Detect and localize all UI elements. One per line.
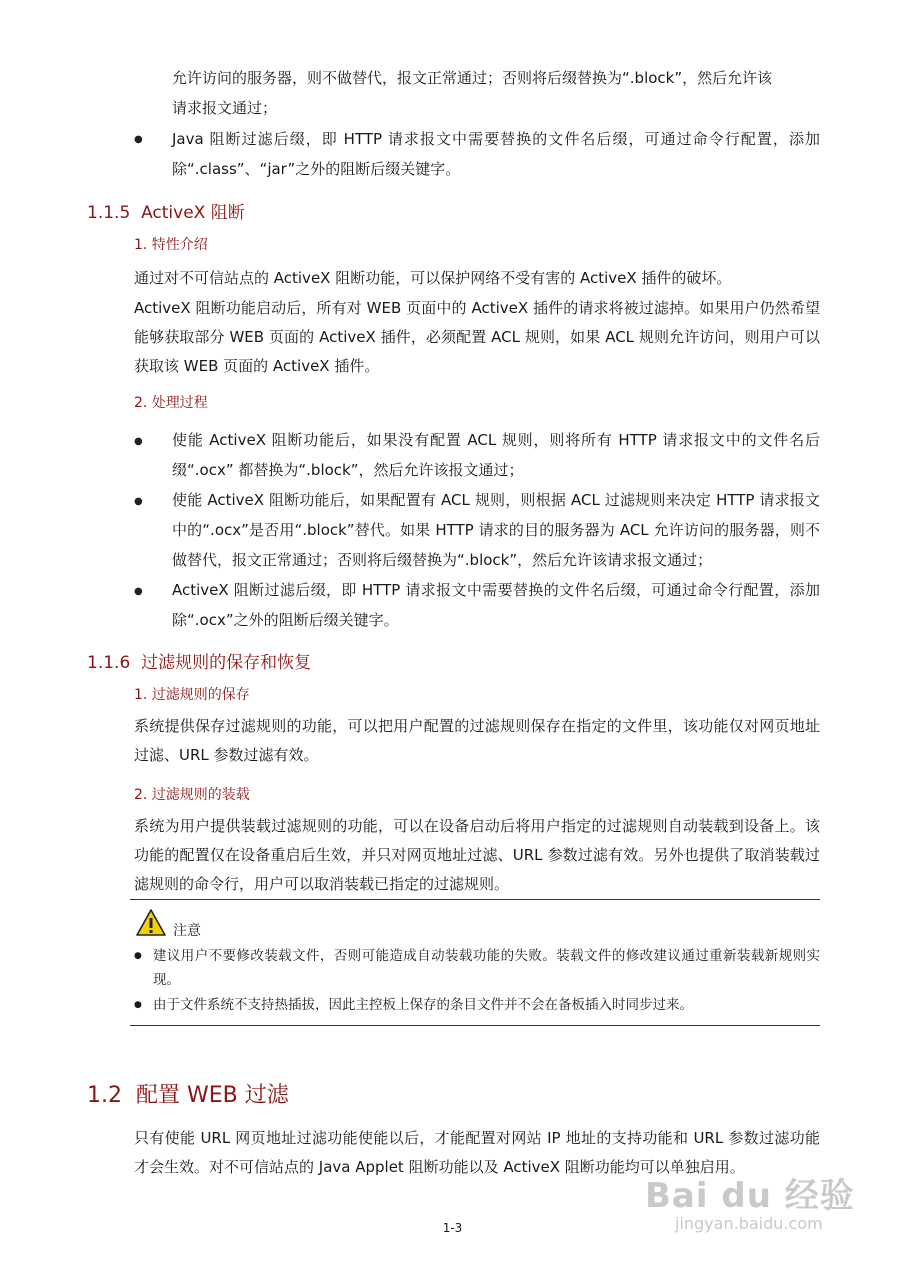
bullet-dot: ● — [134, 1000, 142, 1010]
list-item: ActiveX 阻断过滤后缀，即 HTTP 请求报文中需要替换的文件名后缀，可通过命令行配置，添加除“.ocx”之外的阻断后缀关键字。 — [172, 581, 820, 629]
section-heading-1-1-6 — [87, 648, 311, 673]
note-bottom-rule — [130, 1025, 820, 1026]
note-top-rule — [130, 899, 820, 900]
section-title: 过滤规则的保存和恢复 — [141, 653, 312, 673]
bullet-dot: ● — [134, 436, 143, 447]
paragraph: 只有使能 URL 网页地址过滤功能使能以后，才能配置对网站 IP 地址的支持功能和 URL 参数过滤功能才会生效。对不可信站点的 Java Applet 阻断功能以及 ActiveX 阻断功能均可以单独启用。 — [134, 1129, 820, 1176]
continued-text-line: 允许访问的服务器，则不做替代，报文正常通过；否则将后缀替换为“.block”，然后允许该 — [172, 69, 773, 87]
section-number: 1.1.5 — [87, 203, 131, 223]
bullet-dot: ● — [134, 586, 143, 597]
subheading-feature-intro: 1. 特性介绍 — [134, 237, 208, 253]
bullet-dot: ● — [134, 496, 143, 507]
warning-icon — [135, 908, 167, 937]
page-number: 1-3 — [442, 1221, 463, 1235]
section-title: 配置 WEB 过滤 — [136, 1083, 289, 1108]
note-item: 由于文件系统不支持热插拔，因此主控板上保存的条目文件并不会在备板插入时同步过来。 — [153, 997, 693, 1013]
subheading-load: 2. 过滤规则的装载 — [134, 787, 250, 803]
note-item: 建议用户不要修改装载文件，否则可能造成自动装载功能的失败。装载文件的修改建议通过重新装载新规则实现。 — [153, 948, 820, 988]
section-heading-1-2 — [87, 1078, 289, 1109]
section-number: 1.1.6 — [87, 653, 131, 673]
section-heading-1-1-5 — [87, 198, 245, 223]
subheading-save: 1. 过滤规则的保存 — [134, 687, 250, 703]
paragraph: 系统提供保存过滤规则的功能，可以把用户配置的过滤规则保存在指定的文件里，该功能仅对网页地址过滤、URL 参数过滤有效。 — [134, 717, 820, 764]
watermark-url: jingyan.baidu.com — [675, 1214, 823, 1233]
note-title: 注意 — [173, 923, 201, 939]
list-item: 使能 ActiveX 阻断功能后，如果配置有 ACL 规则，则根据 ACL 过滤规则来决定 HTTP 请求报文中的“.ocx”是否用“.block”替代。如果 HTTP 请求的目的服务器为 ACL 允许访问的服务器，则不做替代，报文正常通过；否则将后缀替换为“.block”，然后允许该请求报文通过； — [172, 491, 820, 569]
java-bullet-text: Java 阻断过滤后缀，即 HTTP 请求报文中需要替换的文件名后缀，可通过命令行配置，添加除“.class”、“jar”之外的阻断后缀关键字。 — [172, 130, 820, 178]
bullet-dot: ● — [134, 951, 142, 961]
paragraph: ActiveX 阻断功能启动后，所有对 WEB 页面中的 ActiveX 插件的请求将被过滤掉。如果用户仍然希望能够获取部分 WEB 页面的 ActiveX 插件，必须配置 ACL 规则，如果 ACL 规则允许访问，则用户可以获取该 WEB 页面的 ActiveX 插件。 — [134, 299, 820, 375]
continued-text-line: 请求报文通过； — [172, 99, 278, 117]
subheading-process: 2. 处理过程 — [134, 395, 208, 411]
section-title: ActiveX 阻断 — [141, 203, 245, 223]
paragraph: 通过对不可信站点的 ActiveX 阻断功能，可以保护网络不受有害的 ActiveX 插件的破坏。 — [134, 269, 732, 287]
list-item: 使能 ActiveX 阻断功能后，如果没有配置 ACL 规则，则将所有 HTTP 请求报文中的文件名后缀“.ocx” 都替换为“.block”，然后允许该报文通过； — [172, 431, 820, 479]
watermark-logo: Bai du 经验 — [645, 1176, 855, 1216]
bullet-dot: ● — [134, 134, 143, 145]
section-number: 1.2 — [87, 1083, 122, 1108]
paragraph: 系统为用户提供装载过滤规则的功能，可以在设备启动后将用户指定的过滤规则自动装载到设备上。该功能的配置仅在设备重启后生效，并只对网页地址过滤、URL 参数过滤有效。另外也提供了取消装载过滤规则的命令行，用户可以取消装载已指定的过滤规则。 — [134, 817, 820, 893]
